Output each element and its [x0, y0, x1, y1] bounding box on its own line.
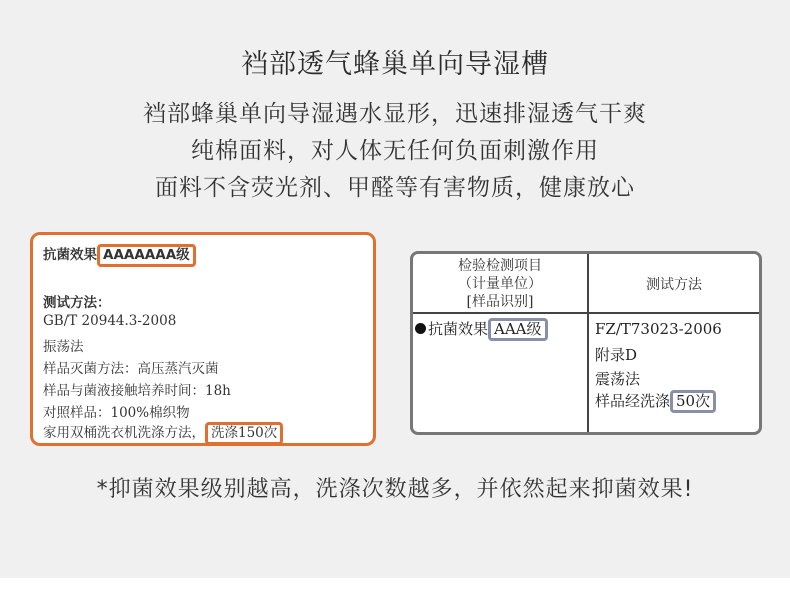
footer-note: *抑菌效果级别越高，洗涤次数越多，并依然起来抑菌效果!: [96, 477, 694, 502]
header-line: [样品识别]: [466, 294, 534, 310]
header-line: 检验检测项目: [458, 258, 542, 274]
wash-cell: [595, 390, 716, 413]
wash-label: 家用双桶洗衣机洗涤方法，: [43, 425, 205, 441]
method-line: 样品与菌液接触培养时间：18h: [43, 383, 231, 399]
item-grade-highlight: AAA级: [488, 318, 548, 341]
method-cell-line: 震荡法: [595, 370, 641, 388]
effect-grade-highlight: AAAAAAA级: [97, 244, 196, 267]
wash-row: [43, 421, 283, 445]
item-label: 抗菌效果: [428, 320, 489, 338]
table-row-divider: [413, 312, 759, 314]
wash-label: 样品经洗涤: [595, 392, 671, 410]
effect-label: 抗菌效果: [43, 247, 97, 263]
table-header-item: [413, 257, 587, 311]
bullet-icon: [415, 323, 426, 334]
feature-line-2: 纯棉面料，对人体无任何负面刺激作用: [191, 138, 599, 164]
wash-count-highlight: 50次: [670, 390, 716, 413]
method-line: GB/T 20944.3-2008: [43, 313, 177, 329]
page-title: 裆部透气蜂巢单向导湿槽: [241, 49, 549, 80]
feature-line-3: 面料不含荧光剂、甲醛等有害物质，健康放心: [155, 175, 635, 201]
method-cell-line: FZ/T73023-2006: [595, 320, 722, 338]
table-header-method: 测试方法: [646, 277, 702, 293]
method-title: 测试方法：: [43, 295, 111, 311]
method-cell-line: 附录D: [595, 346, 638, 364]
header-line: （计量单位）: [458, 276, 542, 292]
antibacterial-test-card: [30, 232, 376, 446]
method-line: 样品灭菌方法：高压蒸汽灭菌: [43, 361, 219, 377]
test-report-table: [410, 251, 762, 435]
feature-line-1: 裆部蜂巢单向导湿遇水显形，迅速排湿透气干爽: [143, 101, 647, 127]
table-item-cell: [415, 318, 548, 341]
method-line: 振荡法: [43, 339, 84, 355]
effect-row: [43, 243, 196, 267]
method-line: 对照样品：100%棉织物: [43, 405, 190, 421]
wash-count-highlight: 洗涤150次: [205, 422, 283, 445]
